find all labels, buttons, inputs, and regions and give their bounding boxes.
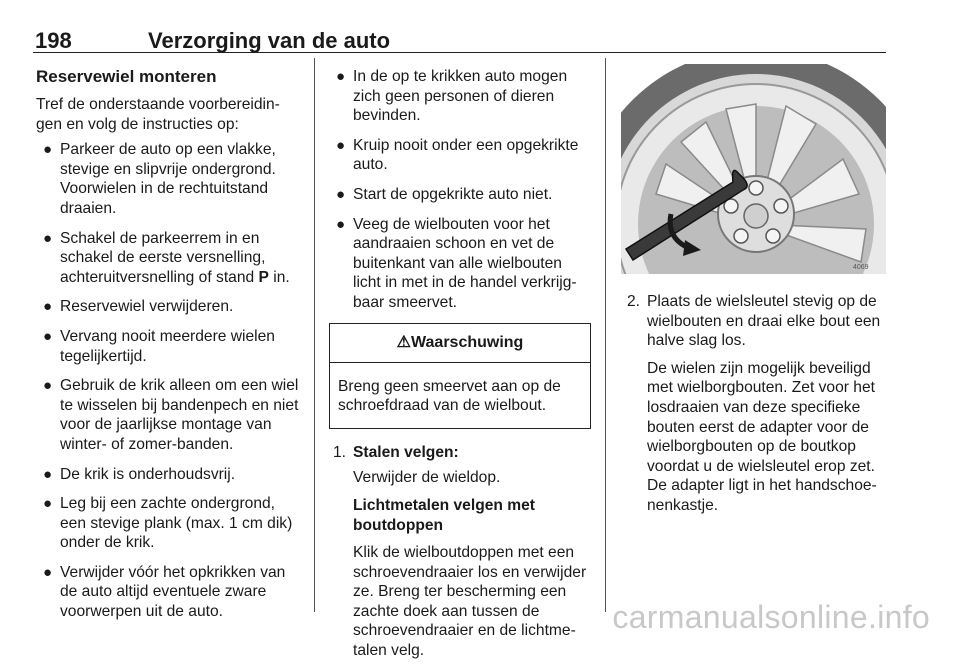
step-number: 1. [333, 443, 347, 461]
step-item [329, 443, 591, 661]
page-number: 198 [35, 28, 72, 53]
list-item: ● Parkeer de auto op een vlakke, stevige en slipvrije ondergrond. Voorwielen in de rechtuitstand draaien. [43, 141, 276, 217]
list-item: ● Gebruik de krik alleen om een wiel te wisselen bij bandenpech en niet voor de jaarlijkse montage van winter- of zomer-banden. [43, 377, 299, 453]
list-item: ● Kruip nooit onder een opgekrikte auto. [336, 136, 579, 174]
step-text: Klik de wielboutdoppen met een schroevendraaier los en verwijder ze. Breng ter bescherming een zachte doek aan tussen de schroevendraaier en de lichtme-talen velg. [353, 544, 587, 660]
section-heading: Reservewiel monteren [36, 67, 217, 86]
image-code: 4069 [853, 264, 869, 271]
step-number: 2. [627, 293, 641, 310]
warning-text: Breng geen smeervet aan op de schroefdraad van de wielbout. [338, 377, 561, 415]
list-item: ● Verwijder vóór het opkrikken van de auto altijd eventuele zware voorwerpen uit de auto. [43, 563, 286, 621]
column-2 [329, 67, 591, 669]
page-header [33, 22, 886, 53]
step-text: Plaats de wielsleutel stevig op de wielbouten en draai elke bout een halve slag los. [647, 293, 881, 350]
warning-title: Waarschuwing [411, 333, 524, 351]
column-divider [605, 58, 606, 612]
step-title: Stalen velgen: [353, 443, 459, 461]
list-item: ● In de op te krikken auto mogen zich geen personen of dieren bevinden. [336, 68, 568, 125]
preparation-list [36, 140, 304, 621]
wheel-wrench-image [621, 64, 886, 274]
step-text: Verwijder de wieldop. [353, 469, 501, 487]
list-item: ● Leg bij een zachte ondergrond, een stevige plank (max. 1 cm dik) onder de krik. [43, 495, 293, 552]
warning-header [330, 324, 590, 363]
list-item: ● Start de opgekrikte auto niet. [336, 185, 553, 203]
safety-list [329, 67, 591, 313]
chapter-title: Verzorging van de auto [148, 28, 391, 53]
column-divider [314, 58, 315, 612]
warning-triangle-icon: ⚠ [396, 333, 412, 351]
watermark: carmanualsonline.info [612, 599, 930, 635]
step-item [623, 292, 889, 516]
list-item: ● De krik is onderhoudsvrij. [43, 465, 236, 483]
steps-list [623, 292, 889, 516]
wheel-illustration [621, 64, 886, 274]
column-1 [36, 66, 304, 632]
list-item: ● Veeg de wielbouten voor het aandraaien schoon en vet de buitenkant van alle wielbouten licht in met in de handel verkrijg-baar smeervet. [336, 215, 577, 311]
column-3 [623, 292, 889, 524]
list-item: ● Reservewiel verwijderen. [43, 298, 234, 316]
step-subtitle: Lichtmetalen velgen met boutdoppen [353, 496, 535, 534]
list-item: ● Vervang nooit meerdere wielen tegelijkertijd. [43, 327, 275, 365]
step-text: De wielen zijn mogelijk beveiligd met wielborgbouten. Zet voor het losdraaien van deze specifieke bouten eerst de adapter voor de wielborgbouten op de boutkop voordat u de wielsleutel erop zet. De adapter ligt in het handschoe-nenkastje. [647, 359, 877, 514]
intro-text: Tref de onderstaande voorbereidin-gen en volg de instructies op: [36, 96, 280, 133]
warning-box [329, 323, 591, 429]
steps-list [329, 443, 591, 661]
list-item: ● Schakel de parkeerrem in en schakel de eerste versnelling, achteruitversnelling of stand P in. [43, 229, 290, 286]
